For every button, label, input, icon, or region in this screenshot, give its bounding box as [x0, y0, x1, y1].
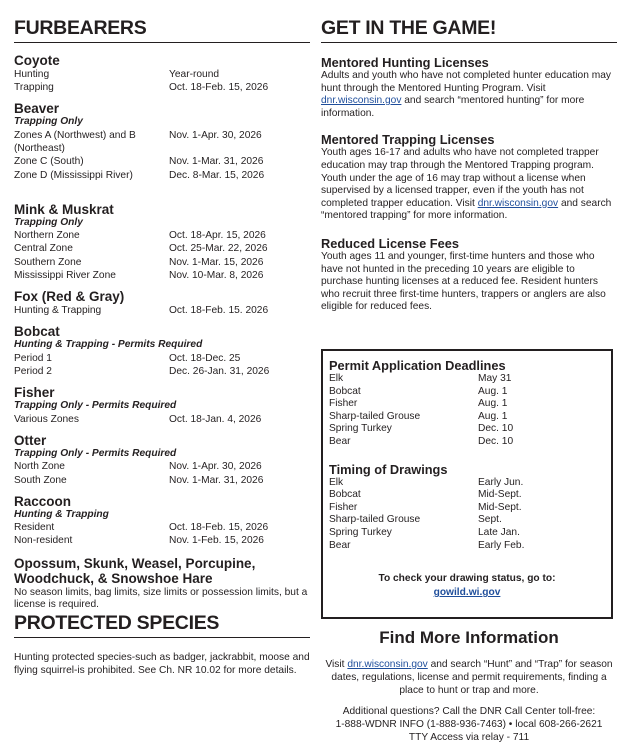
season-row	[14, 474, 310, 487]
text-span: Youth ages 16-17 and adults who have not completed trapper education may trap through the Mentored Trapping program. Youth under the age of 16 may trap without a license when supervised by a licensed trapper, even if the youth has not completed trapper education. Visit	[321, 147, 599, 209]
species-block	[14, 202, 310, 282]
contact-line: 1-888-WDNR INFO (1-888-936-7463) • local 608-266-2621	[335, 719, 603, 730]
season-row	[14, 269, 310, 282]
game-title: GET IN THE GAME!	[321, 17, 617, 43]
mentored-hunting-text	[321, 70, 617, 120]
season-dates: Nov. 1-Mar. 31, 2026	[169, 156, 264, 168]
box-row	[329, 386, 605, 399]
date-value: Sept.	[478, 514, 502, 526]
box-row	[329, 423, 605, 436]
date-value: Early Feb.	[478, 539, 525, 551]
contact-line: Additional questions? Call the DNR Call Center toll-free:	[342, 706, 596, 717]
species-subhead: Trapping Only	[14, 116, 83, 128]
season-label: Hunting & Trapping	[14, 305, 102, 317]
contact-text	[321, 705, 617, 744]
species-label: Elk	[329, 476, 344, 488]
text-span: and search “mentored trapping” for more information.	[321, 197, 612, 222]
text-span: and search “Hunt” and “Trap” for season dates, regulations, license and permit requirements, finding a place to hunt or trap and more.	[331, 659, 613, 696]
season-row	[14, 142, 310, 155]
season-label: Period 2	[14, 365, 52, 377]
season-label: Trapping	[14, 82, 54, 94]
protected-title: PROTECTED SPECIES	[14, 612, 310, 638]
species-subhead: Trapping Only - Permits Required	[14, 400, 177, 412]
season-dates: Oct. 18-Dec. 25	[169, 352, 241, 364]
species-block	[14, 53, 310, 94]
season-row	[14, 155, 310, 168]
season-row	[14, 229, 310, 242]
check-text: To check your drawing status, go to:	[378, 573, 556, 585]
season-label: South Zone	[14, 474, 67, 486]
season-label: Zones A (Northwest) and B	[14, 129, 136, 141]
species-subhead: Hunting & Trapping - Permits Required	[14, 339, 203, 351]
text-span: Adults and youth who have not completed hunter education may hunt through the Mentored Hunting Program. Visit	[321, 70, 611, 94]
season-label: North Zone	[14, 461, 65, 473]
date-value: Early Jun.	[478, 476, 524, 488]
season-label: Resident	[14, 522, 55, 534]
season-dates: Oct. 18-Feb. 15, 2026	[169, 522, 269, 534]
box-row	[329, 411, 605, 424]
season-dates: Oct. 18-Feb. 15, 2026	[169, 82, 269, 94]
species-name: Bobcat	[14, 324, 60, 340]
species-block	[14, 433, 310, 487]
season-dates: Dec. 26-Jan. 31, 2026	[169, 365, 270, 377]
season-label: Central Zone	[14, 243, 73, 255]
box-row	[329, 527, 605, 540]
date-value: Aug. 1	[478, 385, 508, 397]
species-name: Mink & Muskrat	[14, 201, 114, 217]
mentored-trapping-text	[321, 147, 617, 223]
species-name: Beaver	[14, 101, 60, 117]
drawing-status-note	[329, 572, 605, 600]
species-label: Sharp-tailed Grouse	[329, 514, 421, 526]
box-row	[329, 502, 605, 515]
date-value: Dec. 10	[478, 435, 514, 447]
text-span: Visit	[325, 659, 348, 670]
mentored-hunting-heading: Mentored Hunting Licenses	[321, 55, 489, 70]
season-dates: Dec. 8-Mar. 15, 2026	[169, 169, 265, 181]
reduced-fees-text: Youth ages 11 and younger, first-time hunters and those who have not hunted in the preceding 10 years are eligible to purchase hunting licenses at a reduced fee. Resident hunters who recruit three first-time hunters, trappers or anglers are also eligible for reduced fees.	[321, 250, 606, 313]
date-value: Aug. 1	[478, 398, 508, 410]
species-list	[14, 53, 310, 548]
box-row	[329, 514, 605, 527]
contact-line: TTY Access via relay - 711	[408, 732, 530, 743]
find-more-section	[321, 628, 617, 744]
species-block	[14, 324, 310, 378]
season-dates: Nov. 1-Mar. 15, 2026	[169, 256, 264, 268]
text-span: and search “mentored hunting” for more information.	[321, 95, 585, 119]
dnr-link[interactable]: dnr.wisconsin.gov	[347, 659, 428, 670]
furbearers-column	[14, 0, 310, 612]
deadlines-heading: Permit Application Deadlines	[329, 358, 506, 373]
season-row	[14, 304, 310, 317]
species-name: Raccoon	[14, 493, 72, 509]
species-label: Spring Turkey	[329, 423, 392, 435]
season-label: (Northeast)	[14, 143, 65, 155]
species-subhead: Trapping Only	[14, 216, 83, 228]
season-label: Mississippi River Zone	[14, 269, 116, 281]
season-row	[14, 256, 310, 269]
find-more-text	[321, 658, 617, 697]
box-row	[329, 477, 605, 490]
season-label: Period 1	[14, 352, 52, 364]
species-block	[14, 494, 310, 548]
season-dates: Nov. 1-Apr. 30, 2026	[169, 129, 262, 141]
season-row	[14, 169, 310, 182]
season-row	[14, 460, 310, 473]
species-label: Spring Turkey	[329, 526, 392, 538]
species-name: Fox (Red & Gray)	[14, 289, 125, 305]
box-row	[329, 398, 605, 411]
drawings-heading: Timing of Drawings	[329, 461, 448, 477]
season-row	[14, 129, 310, 142]
box-row	[329, 489, 605, 502]
box-row	[329, 540, 605, 553]
species-block	[14, 101, 310, 181]
species-label: Bear	[329, 539, 351, 551]
protected-section	[14, 612, 310, 677]
box-row	[329, 436, 605, 449]
season-label: Zone D (Mississippi River)	[14, 169, 133, 181]
deadlines-list	[329, 373, 605, 449]
box-row	[329, 373, 605, 386]
season-dates: Oct. 18-Feb. 15. 2026	[169, 305, 269, 317]
season-row	[14, 242, 310, 255]
species-block	[14, 385, 310, 426]
season-dates: Oct. 25-Mar. 22, 2026	[169, 243, 268, 255]
species-label: Fisher	[329, 398, 358, 410]
species-label: Elk	[329, 373, 344, 384]
gowild-link[interactable]: gowild.wi.gov	[433, 587, 501, 599]
season-row	[14, 534, 310, 547]
season-label: Hunting	[14, 69, 50, 80]
dnr-link[interactable]: dnr.wisconsin.gov	[477, 197, 559, 209]
season-dates: Nov. 1-Feb. 15, 2026	[169, 535, 264, 547]
protected-text: Hunting protected species-such as badger, jackrabbit, moose and flying squirrel-is prohibited. See Ch. NR 10.02 for more details.	[14, 652, 310, 676]
species-name: Opossum, Skunk, Weasel, Porcupine, Woodchuck, & Snowshoe Hare	[14, 555, 256, 586]
season-dates: Year-round	[169, 69, 220, 80]
season-label: Zone C (South)	[14, 156, 84, 168]
date-value: Mid-Sept.	[478, 501, 522, 513]
species-name: Fisher	[14, 385, 55, 401]
date-value: Dec. 10	[478, 423, 514, 435]
dnr-link[interactable]: dnr.wisconsin.gov	[321, 95, 402, 107]
season-dates	[169, 142, 310, 155]
season-label: Southern Zone	[14, 256, 82, 268]
species-block	[14, 289, 310, 317]
species-label: Sharp-tailed Grouse	[329, 410, 421, 422]
season-row	[14, 352, 310, 365]
season-dates: Nov. 1-Apr. 30, 2026	[169, 461, 262, 473]
season-dates: Oct. 18-Jan. 4, 2026	[169, 413, 262, 425]
season-dates: Oct. 18-Apr. 15, 2026	[169, 230, 266, 242]
species-name: Otter	[14, 432, 47, 448]
species-subhead: Hunting & Trapping	[14, 508, 109, 520]
species-note: No season limits, bag limits, size limits or possession limits, but a license is required.	[14, 586, 308, 611]
species-label: Bobcat	[329, 489, 361, 501]
season-dates: Nov. 10-Mar. 8, 2026	[169, 269, 264, 281]
season-row	[14, 81, 310, 94]
season-label: Non-resident	[14, 535, 73, 547]
date-value: Late Jan.	[478, 526, 520, 538]
species-label: Bear	[329, 435, 351, 447]
furbearers-title: FURBEARERS	[14, 17, 310, 43]
season-dates: Nov. 1-Mar. 31, 2026	[169, 474, 264, 486]
species-label: Bobcat	[329, 385, 361, 397]
reduced-fees-heading: Reduced License Fees	[321, 235, 459, 251]
species-label: Fisher	[329, 501, 358, 513]
species-name: Coyote	[14, 53, 60, 68]
season-row	[14, 365, 310, 378]
season-row	[14, 413, 310, 426]
season-label: Northern Zone	[14, 230, 80, 242]
season-row	[14, 521, 310, 534]
season-row	[14, 68, 310, 81]
date-value: May 31	[478, 373, 512, 384]
game-column	[321, 0, 617, 314]
find-more-title: Find More Information	[379, 628, 559, 647]
date-value: Aug. 1	[478, 410, 508, 422]
drawings-list	[329, 477, 605, 553]
season-label: Various Zones	[14, 413, 79, 425]
permit-box	[321, 349, 613, 619]
date-value: Mid-Sept.	[478, 489, 522, 501]
species-subhead: Trapping Only - Permits Required	[14, 447, 177, 459]
mentored-trapping-heading: Mentored Trapping Licenses	[321, 132, 495, 148]
